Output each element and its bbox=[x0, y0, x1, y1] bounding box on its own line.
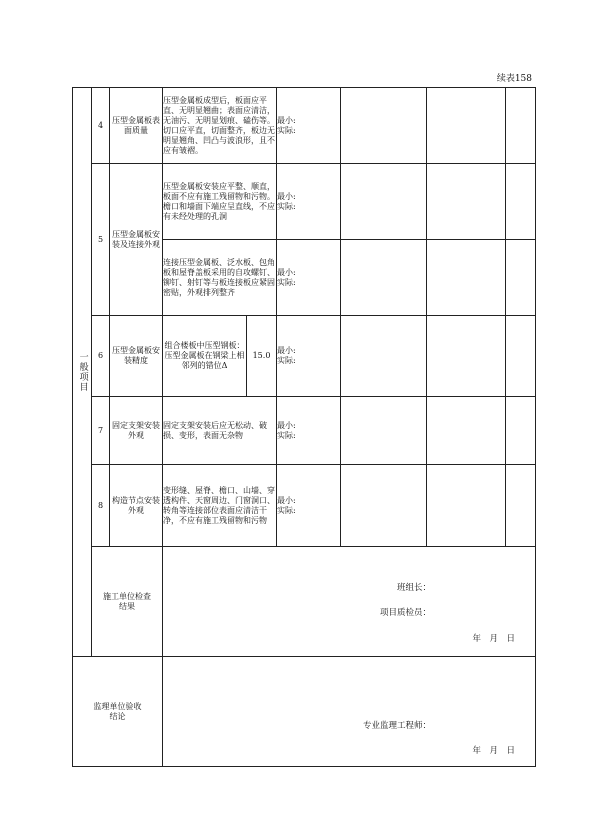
item-requirement: 连接压型金属板、泛水板、包角板和屋脊盖板采用的自攻螺钉、铆钉、射钉等与板连接板应紧固密贴，外观排列整齐 bbox=[163, 240, 277, 316]
item-requirement: 组合楼板中压型钢板：压型金属板在钢梁上相邻列的错位Δ bbox=[163, 316, 247, 397]
construction-date: 年 月 日 bbox=[472, 634, 515, 644]
actual-label: 实际: bbox=[277, 356, 296, 365]
measure-cell bbox=[277, 240, 341, 316]
supervision-result-box[interactable] bbox=[163, 657, 536, 767]
table-row bbox=[73, 316, 536, 397]
actual-label: 实际: bbox=[277, 505, 296, 515]
blank-cell[interactable] bbox=[341, 88, 427, 164]
item-name: 压型金属板安装精度 bbox=[110, 316, 163, 397]
blank-cell[interactable] bbox=[427, 164, 506, 240]
item-requirement: 固定支架安装后应无松动、破损、变形，表面无杂物 bbox=[163, 397, 277, 465]
table-row bbox=[73, 88, 536, 164]
blank-cell[interactable] bbox=[427, 465, 506, 547]
inspector-label: 项目质检员： bbox=[379, 608, 431, 618]
item-requirement: 压型金属板安装应平整、顺直，板面不应有施工残留物和污物。檐口和墙面下端应呈直线，不应有未经处理的孔洞 bbox=[163, 164, 277, 240]
min-label: 最小: bbox=[277, 267, 296, 277]
blank-cell[interactable] bbox=[506, 397, 536, 465]
table-row bbox=[73, 547, 536, 657]
blank-cell[interactable] bbox=[506, 465, 536, 547]
actual-label: 实际: bbox=[277, 277, 296, 287]
item-number: 7 bbox=[92, 397, 110, 465]
item-name: 构造节点安装外观 bbox=[110, 465, 163, 547]
item-number: 8 bbox=[92, 465, 110, 547]
measure-cell bbox=[277, 316, 341, 397]
blank-cell[interactable] bbox=[506, 240, 536, 316]
item-name: 压型金属板安装及连接外观 bbox=[110, 164, 163, 316]
measure-cell bbox=[277, 88, 341, 164]
blank-cell[interactable] bbox=[341, 164, 427, 240]
measure-cell bbox=[277, 164, 341, 240]
construction-label: 施工单位检查结果 bbox=[92, 547, 163, 657]
blank-cell[interactable] bbox=[427, 397, 506, 465]
team-leader-label: 班组长： bbox=[396, 583, 431, 593]
measure-cell bbox=[277, 397, 341, 465]
min-label: 最小: bbox=[277, 191, 296, 201]
blank-cell[interactable] bbox=[506, 164, 536, 240]
table-row bbox=[73, 657, 536, 767]
item-requirement: 变形缝、屋脊、檐口、山墙、穿透构件、天窗周边、门窗洞口、转角等连接部位表面应清洁干净，不应有施工残留物和污物 bbox=[163, 465, 277, 547]
min-label: 最小: bbox=[277, 420, 296, 430]
item-number: 6 bbox=[92, 316, 110, 397]
blank-cell[interactable] bbox=[427, 316, 506, 397]
blank-cell[interactable] bbox=[341, 465, 427, 547]
actual-label: 实际: bbox=[277, 125, 296, 135]
category-label: 一般项目 bbox=[77, 352, 88, 392]
table-row bbox=[73, 465, 536, 547]
blank-cell[interactable] bbox=[427, 240, 506, 316]
blank-cell[interactable] bbox=[506, 316, 536, 397]
item-name: 固定支架安装外观 bbox=[110, 397, 163, 465]
construction-result-box[interactable] bbox=[163, 547, 536, 657]
supervision-label: 监理单位验收结论 bbox=[73, 657, 163, 767]
supervising-engineer-label: 专业监理工程师： bbox=[362, 721, 431, 731]
min-label: 最小: bbox=[277, 346, 296, 355]
item-number: 5 bbox=[92, 164, 110, 316]
blank-cell[interactable] bbox=[427, 88, 506, 164]
blank-cell[interactable] bbox=[341, 397, 427, 465]
supervision-date: 年 月 日 bbox=[472, 746, 515, 756]
blank-cell[interactable] bbox=[341, 316, 427, 397]
page-label: 续表158 bbox=[496, 74, 532, 84]
min-label: 最小: bbox=[277, 495, 296, 505]
item-name: 压型金属板表面质量 bbox=[110, 88, 163, 164]
blank-cell[interactable] bbox=[506, 88, 536, 164]
inspection-table bbox=[72, 87, 536, 767]
category-cell bbox=[73, 88, 92, 657]
tolerance-value: 15.0 bbox=[247, 316, 277, 397]
min-label: 最小: bbox=[277, 115, 296, 125]
table-row bbox=[73, 164, 536, 240]
item-number: 4 bbox=[92, 88, 110, 164]
measure-cell bbox=[277, 465, 341, 547]
actual-label: 实际: bbox=[277, 430, 296, 440]
table-row bbox=[73, 397, 536, 465]
item-requirement: 压型金属板成型后，板面应平直、无明显翘曲；表面应清洁，无油污、无明显划痕、磕伤等。切口应平直，切面整齐，板边无明显翘角、凹凸与波浪形，且不应有皱褶。 bbox=[163, 88, 277, 164]
blank-cell[interactable] bbox=[341, 240, 427, 316]
actual-label: 实际: bbox=[277, 201, 296, 211]
